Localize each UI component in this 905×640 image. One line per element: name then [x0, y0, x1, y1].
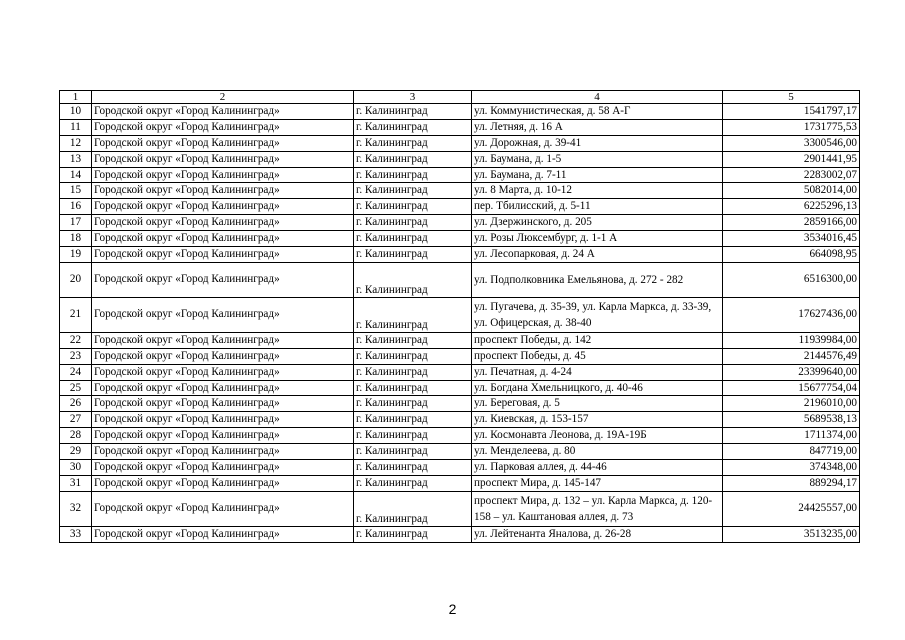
city-cell: г. Калининград — [354, 199, 472, 215]
municipality-cell: Городской округ «Город Калининград» — [92, 104, 354, 120]
row-number: 13 — [60, 151, 92, 167]
amount-cell: 5689538,13 — [723, 412, 860, 428]
municipality-cell: Городской округ «Город Калининград» — [92, 332, 354, 348]
address-cell: ул. Дорожная, д. 39-41 — [472, 135, 723, 151]
amount-cell: 1731775,53 — [723, 119, 860, 135]
city-cell: г. Калининград — [354, 332, 472, 348]
amount-cell: 17627436,00 — [723, 297, 860, 332]
city-cell: г. Калининград — [354, 231, 472, 247]
amount-cell: 23399640,00 — [723, 364, 860, 380]
city-cell: г. Калининград — [354, 167, 472, 183]
municipality-cell: Городской округ «Город Калининград» — [92, 412, 354, 428]
row-number: 10 — [60, 104, 92, 120]
city-cell: г. Калининград — [354, 412, 472, 428]
city-cell: г. Калининград — [354, 262, 472, 297]
row-number: 17 — [60, 215, 92, 231]
address-cell: ул. Коммунистическая, д. 58 А-Г — [472, 104, 723, 120]
amount-cell: 374348,00 — [723, 460, 860, 476]
amount-cell: 889294,17 — [723, 475, 860, 491]
table-row — [60, 428, 860, 444]
amount-cell: 2283002,07 — [723, 167, 860, 183]
address-cell: проспект Победы, д. 142 — [472, 332, 723, 348]
municipality-cell: Городской округ «Город Калининград» — [92, 396, 354, 412]
address-cell: ул. Киевская, д. 153-157 — [472, 412, 723, 428]
municipality-cell: Городской округ «Город Калининград» — [92, 475, 354, 491]
table-body — [60, 91, 860, 543]
city-cell: г. Калининград — [354, 396, 472, 412]
row-number: 24 — [60, 364, 92, 380]
amount-cell: 6225296,13 — [723, 199, 860, 215]
amount-cell: 3513235,00 — [723, 526, 860, 542]
amount-cell: 3300546,00 — [723, 135, 860, 151]
table-row — [60, 135, 860, 151]
municipality-cell: Городской округ «Город Калининград» — [92, 183, 354, 199]
row-number: 27 — [60, 412, 92, 428]
city-cell: г. Калининград — [354, 104, 472, 120]
table-row — [60, 199, 860, 215]
city-cell: г. Калининград — [354, 247, 472, 263]
municipality-cell: Городской округ «Город Калининград» — [92, 348, 354, 364]
table-row — [60, 396, 860, 412]
column-header: 2 — [92, 91, 354, 104]
table-row — [60, 460, 860, 476]
address-cell: ул. Печатная, д. 4-24 — [472, 364, 723, 380]
column-header: 5 — [723, 91, 860, 104]
row-number: 14 — [60, 167, 92, 183]
table-row — [60, 348, 860, 364]
amount-cell: 2859166,00 — [723, 215, 860, 231]
table-row — [60, 526, 860, 542]
address-cell: ул. Богдана Хмельницкого, д. 40-46 — [472, 380, 723, 396]
amount-cell: 2901441,95 — [723, 151, 860, 167]
municipality-cell: Городской округ «Город Калининград» — [92, 262, 354, 297]
municipality-cell: Городской округ «Город Калининград» — [92, 460, 354, 476]
municipality-cell: Городской округ «Город Калининград» — [92, 215, 354, 231]
municipality-cell: Городской округ «Город Калининград» — [92, 297, 354, 332]
row-number: 31 — [60, 475, 92, 491]
city-cell: г. Калининград — [354, 526, 472, 542]
amount-cell: 664098,95 — [723, 247, 860, 263]
row-number: 33 — [60, 526, 92, 542]
city-cell: г. Калининград — [354, 444, 472, 460]
row-number: 15 — [60, 183, 92, 199]
amount-cell: 3534016,45 — [723, 231, 860, 247]
city-cell: г. Калининград — [354, 491, 472, 526]
address-cell: ул. Лейтенанта Яналова, д. 26-28 — [472, 526, 723, 542]
amount-cell: 11939984,00 — [723, 332, 860, 348]
table-header-row — [60, 91, 860, 104]
municipality-cell: Городской округ «Город Калининград» — [92, 135, 354, 151]
city-cell: г. Калининград — [354, 364, 472, 380]
row-number: 28 — [60, 428, 92, 444]
row-number: 12 — [60, 135, 92, 151]
table-row — [60, 247, 860, 263]
municipality-cell: Городской округ «Город Калининград» — [92, 364, 354, 380]
municipality-cell: Городской округ «Город Калининград» — [92, 380, 354, 396]
address-cell: ул. Парковая аллея, д. 44-46 — [472, 460, 723, 476]
amount-cell: 2144576,49 — [723, 348, 860, 364]
amount-cell: 5082014,00 — [723, 183, 860, 199]
table-row — [60, 215, 860, 231]
row-number: 29 — [60, 444, 92, 460]
table-row — [60, 183, 860, 199]
city-cell: г. Калининград — [354, 475, 472, 491]
address-cell: ул. Дзержинского, д. 205 — [472, 215, 723, 231]
city-cell: г. Калининград — [354, 297, 472, 332]
table-row — [60, 412, 860, 428]
city-cell: г. Калининград — [354, 348, 472, 364]
column-header: 1 — [60, 91, 92, 104]
city-cell: г. Калининград — [354, 135, 472, 151]
address-cell: ул. Пугачева, д. 35-39, ул. Карла Маркса, д. 33-39, ул. Офицерская, д. 38-40 — [472, 297, 723, 332]
address-cell: ул. Космонавта Леонова, д. 19А-19Б — [472, 428, 723, 444]
row-number: 25 — [60, 380, 92, 396]
amount-cell: 847719,00 — [723, 444, 860, 460]
city-cell: г. Калининград — [354, 151, 472, 167]
address-cell: ул. Розы Люксембург, д. 1-1 А — [472, 231, 723, 247]
table-row — [60, 475, 860, 491]
table-row — [60, 364, 860, 380]
row-number: 30 — [60, 460, 92, 476]
data-table — [59, 90, 860, 543]
municipality-cell: Городской округ «Город Калининград» — [92, 428, 354, 444]
amount-cell: 24425557,00 — [723, 491, 860, 526]
table-row — [60, 297, 860, 332]
table-row — [60, 231, 860, 247]
address-cell: ул. Баумана, д. 7-11 — [472, 167, 723, 183]
table-row — [60, 332, 860, 348]
city-cell: г. Калининград — [354, 428, 472, 444]
row-number: 11 — [60, 119, 92, 135]
address-cell: проспект Мира, д. 145-147 — [472, 475, 723, 491]
table-row — [60, 380, 860, 396]
address-cell: ул. Лесопарковая, д. 24 А — [472, 247, 723, 263]
column-header: 4 — [472, 91, 723, 104]
amount-cell: 1541797,17 — [723, 104, 860, 120]
address-cell: ул. Менделеева, д. 80 — [472, 444, 723, 460]
municipality-cell: Городской округ «Город Калининград» — [92, 119, 354, 135]
address-cell: ул. Летняя, д. 16 А — [472, 119, 723, 135]
municipality-cell: Городской округ «Город Калининград» — [92, 199, 354, 215]
row-number: 18 — [60, 231, 92, 247]
column-header: 3 — [354, 91, 472, 104]
address-cell: ул. Береговая, д. 5 — [472, 396, 723, 412]
municipality-cell: Городской округ «Город Калининград» — [92, 444, 354, 460]
municipality-cell: Городской округ «Город Калининград» — [92, 526, 354, 542]
row-number: 21 — [60, 297, 92, 332]
address-cell: проспект Мира, д. 132 – ул. Карла Маркса, д. 120-158 – ул. Каштановая аллея, д. 73 — [472, 491, 723, 526]
row-number: 16 — [60, 199, 92, 215]
table-row — [60, 262, 860, 297]
row-number: 22 — [60, 332, 92, 348]
city-cell: г. Калининград — [354, 119, 472, 135]
address-cell: ул. 8 Марта, д. 10-12 — [472, 183, 723, 199]
municipality-cell: Городской округ «Город Калининград» — [92, 167, 354, 183]
city-cell: г. Калининград — [354, 380, 472, 396]
table-row — [60, 444, 860, 460]
municipality-cell: Городской округ «Город Калининград» — [92, 151, 354, 167]
row-number: 19 — [60, 247, 92, 263]
row-number: 26 — [60, 396, 92, 412]
amount-cell: 6516300,00 — [723, 262, 860, 297]
amount-cell: 15677754,04 — [723, 380, 860, 396]
amount-cell: 1711374,00 — [723, 428, 860, 444]
address-cell: проспект Победы, д. 45 — [472, 348, 723, 364]
municipality-cell: Городской округ «Город Калининград» — [92, 247, 354, 263]
page-number: 2 — [448, 601, 457, 617]
address-cell: ул. Баумана, д. 1-5 — [472, 151, 723, 167]
table-row — [60, 491, 860, 526]
table-row — [60, 104, 860, 120]
row-number: 20 — [60, 262, 92, 297]
address-cell: пер. Тбилисский, д. 5-11 — [472, 199, 723, 215]
row-number: 23 — [60, 348, 92, 364]
amount-cell: 2196010,00 — [723, 396, 860, 412]
municipality-cell: Городской округ «Город Калининград» — [92, 491, 354, 526]
table-row — [60, 167, 860, 183]
table-row — [60, 151, 860, 167]
address-cell: ул. Подполковника Емельянова, д. 272 - 282 — [472, 262, 723, 297]
municipality-cell: Городской округ «Город Калининград» — [92, 231, 354, 247]
table-row — [60, 119, 860, 135]
city-cell: г. Калининград — [354, 460, 472, 476]
row-number: 32 — [60, 491, 92, 526]
city-cell: г. Калининград — [354, 183, 472, 199]
city-cell: г. Калининград — [354, 215, 472, 231]
